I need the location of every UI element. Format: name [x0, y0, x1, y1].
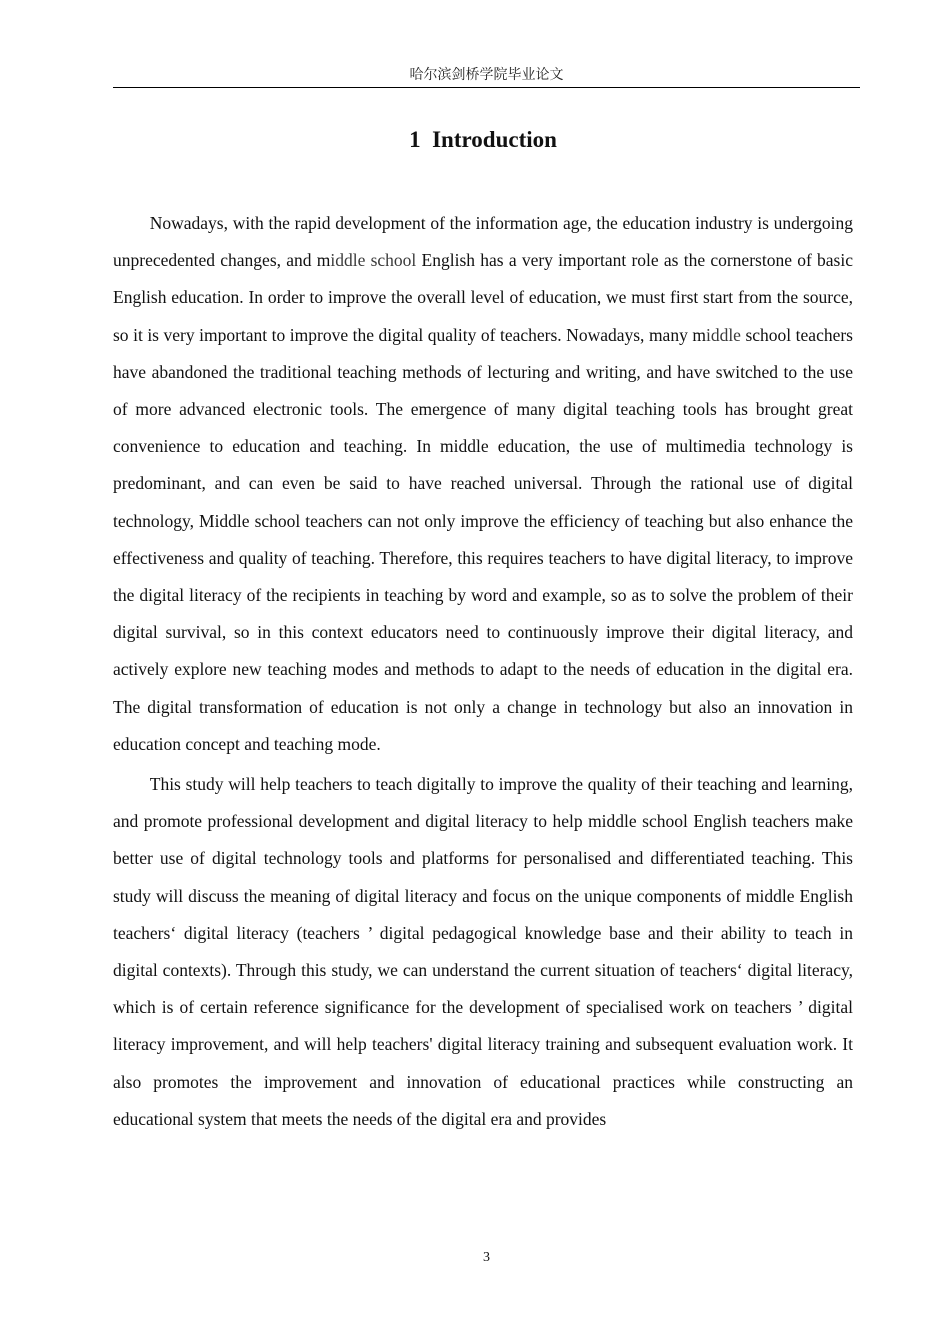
header-rule — [113, 87, 860, 88]
paragraph-1-part-1: Nowadays, with the rapid development of the information age, the education industry is undergoing unprecedented changes, and m — [113, 213, 853, 271]
paragraph-1-part-3: school teachers have abandoned the traditional teaching methods of lecturing and writing, and have switched to the use of more advanced electronic tools. The emergence of many digital teaching tools has brought great convenience to education and teaching. In middle education, the use of multimedia technology is predominant, and can even be said to have reached universal. Through the rational use of digital technology, Middle school teachers can not only improve the efficiency of teaching but also enhance the effectiveness and quality of teaching. Therefore, this requires teachers to have digital literacy, to improve the digital literacy of the recipients in teaching by word and example, so as to solve the problem of their digital survival, so in this context educators need to continuously improve their digital literacy, and actively explore new teaching modes and methods to adapt to the needs of education in the digital era. The digital transformation of education is not only a change in technology but also an innovation in education concept and teaching mode. — [113, 324, 853, 754]
paragraph-1-highlight-1: iddle school — [330, 250, 417, 271]
paragraph-1-highlight-2: iddle — [705, 324, 741, 345]
chapter-title: 1 Introduction — [409, 127, 557, 152]
paragraph-2: This study will help teachers to teach digitally to improve the quality of their teaching and learning, and promote professional development and digital literacy to help middle school English teachers make better use of digital technology tools and platforms for personalised and differentiated teaching. This study will discuss the meaning of digital literacy and focus on the unique components of middle English teachers‘ digital literacy (teachers ’ digital pedagogical knowledge base and their ability to teach in digital contexts). Through this study, we can understand the current situation of teachers‘ digital literacy, which is of certain reference significance for the development of specialised work on teachers ’ digital literacy improvement, and will help teachers' digital literacy training and subsequent evaluation work. It also promotes the improvement and innovation of educational practices while constructing an educational system that meets the needs of the digital era and provides — [113, 774, 853, 1129]
page-number: 3 — [483, 1250, 490, 1265]
body-text — [113, 205, 853, 1141]
paragraph-1 — [113, 205, 853, 763]
paragraph-1-part-2: English has a very important role as the cornerstone of basic English education. In order to improve the overall level of education, we must first start from the source, so it is very important to improve the digital quality of teachers. Nowadays, many m — [113, 250, 853, 345]
running-header: 哈尔滨剑桥学院毕业论文 — [409, 68, 564, 83]
